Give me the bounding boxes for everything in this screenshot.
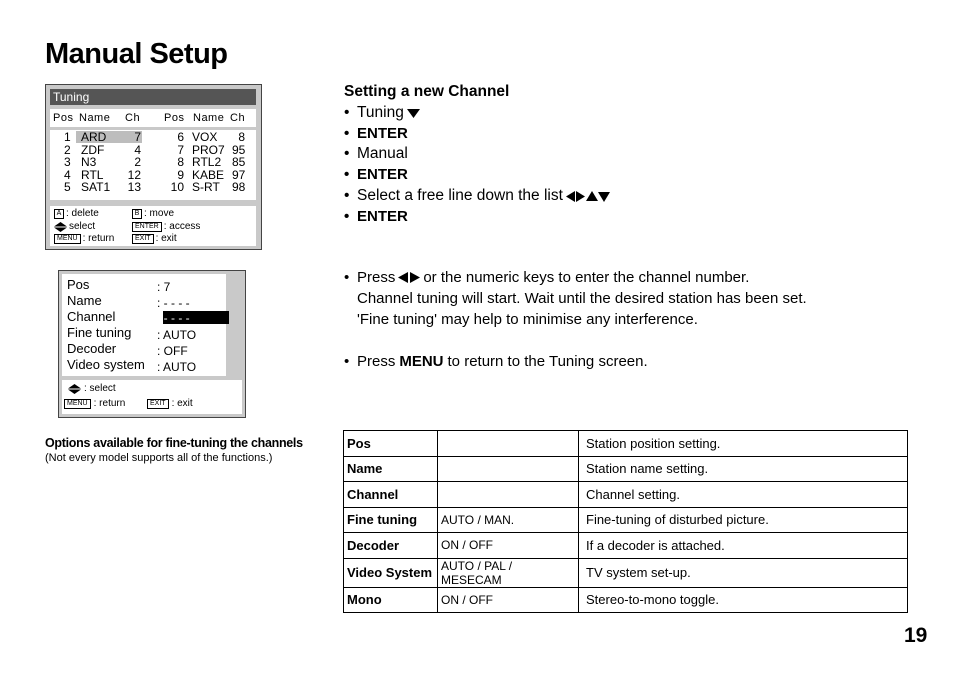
page-number: 19 bbox=[904, 624, 928, 647]
down-arrow-icon bbox=[407, 109, 420, 118]
options-table bbox=[343, 430, 908, 613]
option-values: ON / OFF bbox=[438, 587, 579, 613]
table-row bbox=[344, 482, 908, 508]
tuning-info-line: Channel tuning will start. Wait until the desired station has been set. bbox=[357, 290, 807, 307]
page-title: Manual Setup bbox=[45, 38, 228, 70]
access-hint bbox=[132, 221, 200, 232]
option-desc: Fine-tuning of disturbed picture. bbox=[579, 507, 908, 533]
list-item-ch[interactable]: 95 bbox=[232, 142, 246, 157]
list-item-pos[interactable]: 1 bbox=[64, 130, 71, 144]
bullet: • bbox=[344, 353, 350, 370]
step-enter-2 bbox=[344, 166, 408, 183]
option-name: Channel bbox=[344, 482, 438, 508]
header-ch-2: Ch bbox=[230, 112, 246, 124]
up-down-arrows-icon bbox=[68, 384, 81, 394]
option-values: ON / OFF bbox=[438, 533, 579, 559]
enter-key-icon: ENTER bbox=[132, 222, 162, 232]
press-arrows-step bbox=[344, 269, 749, 286]
step-enter-1 bbox=[344, 125, 408, 142]
list-item-name[interactable]: RTL2 bbox=[192, 155, 222, 170]
step-select-line bbox=[344, 187, 613, 205]
name-label: Name bbox=[67, 293, 102, 308]
select-hint-label: select bbox=[69, 221, 96, 232]
option-desc: TV system set-up. bbox=[579, 558, 908, 587]
step-text: Select a free line down the list bbox=[357, 187, 563, 204]
manual-screen-footer bbox=[62, 380, 242, 414]
list-item-name[interactable]: SAT1 bbox=[81, 180, 111, 195]
step-manual bbox=[344, 145, 408, 163]
table-row bbox=[344, 558, 908, 587]
option-values: AUTO / MAN. bbox=[438, 507, 579, 533]
menu-key-icon: MENU bbox=[54, 234, 81, 244]
tuning-screen-footer bbox=[50, 206, 256, 246]
list-item-ch[interactable]: 4 bbox=[134, 142, 141, 157]
name-value[interactable]: : - - - - bbox=[157, 296, 190, 310]
menu-key-label: MENU bbox=[399, 353, 444, 370]
list-item-ch[interactable]: 98 bbox=[232, 180, 246, 195]
option-desc: Channel setting. bbox=[579, 482, 908, 508]
option-values bbox=[438, 482, 579, 508]
option-name: Decoder bbox=[344, 533, 438, 559]
list-item-name[interactable]: KABE bbox=[192, 167, 225, 182]
list-item-pos[interactable]: 2 bbox=[64, 142, 71, 157]
bullet: • bbox=[344, 104, 350, 121]
pos-label: Pos bbox=[67, 277, 90, 292]
tuning-screen-title: Tuning bbox=[50, 89, 256, 105]
tuning-screen bbox=[45, 84, 262, 250]
table-row bbox=[344, 533, 908, 559]
exit-hint-label: : exit bbox=[155, 233, 177, 244]
fine-tuning-label: Fine tuning bbox=[67, 325, 132, 340]
header-name-2: Name bbox=[193, 112, 225, 124]
step-text: ENTER bbox=[357, 166, 408, 183]
bullet: • bbox=[344, 145, 350, 162]
option-desc: Station position setting. bbox=[579, 431, 908, 457]
video-system-value[interactable]: : AUTO bbox=[157, 360, 197, 374]
option-desc: If a decoder is attached. bbox=[579, 533, 908, 559]
option-desc: Station name setting. bbox=[579, 456, 908, 482]
fine-tuning-info-line: 'Fine tuning' may help to minimise any interference. bbox=[357, 311, 698, 328]
press-rest: to return to the Tuning screen. bbox=[447, 353, 648, 370]
bullet: • bbox=[344, 187, 350, 204]
list-item-name[interactable]: RTL bbox=[81, 167, 104, 182]
list-item-ch[interactable]: 2 bbox=[134, 155, 141, 170]
bullet: • bbox=[344, 166, 350, 183]
option-name: Fine tuning bbox=[344, 507, 438, 533]
option-name: Video System bbox=[344, 558, 438, 587]
option-name: Mono bbox=[344, 587, 438, 613]
option-values bbox=[438, 456, 579, 482]
list-item-name[interactable]: S-RT bbox=[192, 180, 220, 195]
option-name: Name bbox=[344, 456, 438, 482]
delete-hint bbox=[54, 208, 99, 219]
list-item-ch[interactable]: 13 bbox=[127, 180, 141, 195]
video-system-label: Video system bbox=[67, 357, 145, 372]
access-hint-label: : access bbox=[163, 221, 201, 232]
select-hint bbox=[54, 221, 95, 232]
bullet: • bbox=[344, 269, 350, 286]
list-item-ch[interactable]: 97 bbox=[232, 167, 246, 182]
instructions-heading: Setting a new Channel bbox=[344, 83, 510, 100]
move-hint-label: : move bbox=[144, 208, 175, 219]
step-text: Manual bbox=[357, 145, 408, 162]
list-item-pos[interactable]: 6 bbox=[177, 130, 184, 144]
channel-label: Channel bbox=[67, 309, 116, 324]
decoder-value[interactable]: : OFF bbox=[157, 344, 188, 358]
option-values: AUTO / PAL / MESECAM bbox=[438, 558, 579, 587]
manual-screen bbox=[58, 270, 246, 418]
move-hint bbox=[132, 208, 174, 219]
option-name: Pos bbox=[344, 431, 438, 457]
four-way-arrows-icon bbox=[566, 191, 610, 202]
menu-key-icon: MENU bbox=[64, 399, 91, 409]
list-item-name[interactable]: N3 bbox=[81, 155, 97, 170]
decoder-label: Decoder bbox=[67, 341, 117, 356]
return-hint bbox=[64, 398, 125, 409]
header-ch: Ch bbox=[125, 112, 141, 124]
left-right-arrows-icon bbox=[398, 272, 420, 283]
bullet: • bbox=[344, 208, 350, 225]
step-text: Tuning bbox=[357, 104, 404, 121]
list-item-ch[interactable]: 12 bbox=[127, 167, 141, 182]
tuning-list-header bbox=[50, 109, 256, 127]
list-item-ch[interactable]: 8 bbox=[238, 130, 245, 144]
list-item-pos[interactable]: 8 bbox=[177, 155, 184, 170]
option-desc: Stereo-to-mono toggle. bbox=[579, 587, 908, 613]
list-item-name[interactable]: PRO7 bbox=[192, 142, 225, 157]
list-item-pos[interactable]: 10 bbox=[170, 180, 184, 195]
list-item-pos[interactable]: 5 bbox=[64, 180, 71, 195]
press-menu-step bbox=[344, 353, 648, 370]
options-title: Options available for fine-tuning the channels bbox=[45, 436, 303, 450]
return-hint bbox=[54, 233, 114, 244]
exit-hint bbox=[147, 398, 193, 409]
list-item-pos[interactable]: 9 bbox=[177, 167, 184, 182]
list-item-ch[interactable]: 7 bbox=[134, 130, 141, 144]
header-pos-2: Pos bbox=[164, 112, 185, 124]
a-key-icon: A bbox=[54, 209, 64, 219]
step-enter-3 bbox=[344, 208, 408, 225]
table-row bbox=[344, 507, 908, 533]
select-hint bbox=[68, 383, 116, 394]
header-pos: Pos bbox=[53, 112, 74, 124]
step-text: ENTER bbox=[357, 125, 408, 142]
delete-hint-label: : delete bbox=[66, 208, 99, 219]
press-word: Press bbox=[357, 269, 396, 286]
fine-tuning-value[interactable]: : AUTO bbox=[157, 328, 197, 342]
list-item-name[interactable]: ARD bbox=[81, 130, 107, 144]
channel-list bbox=[50, 130, 256, 200]
list-item-name[interactable]: VOX bbox=[192, 130, 218, 144]
exit-hint-label: : exit bbox=[171, 398, 193, 409]
list-item-name[interactable]: ZDF bbox=[81, 142, 105, 157]
return-hint-label: : return bbox=[93, 398, 126, 409]
list-item-pos[interactable]: 7 bbox=[177, 142, 184, 157]
step-text: ENTER bbox=[357, 208, 408, 225]
table-row bbox=[344, 431, 908, 457]
select-hint-label: : select bbox=[84, 383, 116, 394]
option-values bbox=[438, 431, 579, 457]
press-word: Press bbox=[357, 353, 396, 370]
step-tuning bbox=[344, 104, 423, 122]
press-rest: or the numeric keys to enter the channel number. bbox=[423, 269, 750, 286]
list-item-ch[interactable]: 85 bbox=[232, 155, 246, 170]
b-key-icon: B bbox=[132, 209, 142, 219]
manual-settings-panel bbox=[62, 274, 226, 376]
table-row bbox=[344, 456, 908, 482]
list-item-pos[interactable]: 3 bbox=[64, 155, 71, 170]
bullet: • bbox=[344, 125, 350, 142]
options-subtitle: (Not every model supports all of the functions.) bbox=[45, 452, 273, 464]
up-down-arrows-icon bbox=[54, 222, 67, 232]
list-item-pos[interactable]: 4 bbox=[64, 167, 71, 182]
channel-value[interactable]: : - - - - bbox=[157, 311, 190, 325]
exit-key-icon: EXIT bbox=[132, 234, 154, 244]
header-name: Name bbox=[79, 112, 111, 124]
exit-hint bbox=[132, 233, 177, 244]
table-row bbox=[344, 587, 908, 613]
pos-value[interactable]: : 7 bbox=[157, 280, 171, 294]
exit-key-icon: EXIT bbox=[147, 399, 169, 409]
return-hint-label: : return bbox=[82, 233, 115, 244]
